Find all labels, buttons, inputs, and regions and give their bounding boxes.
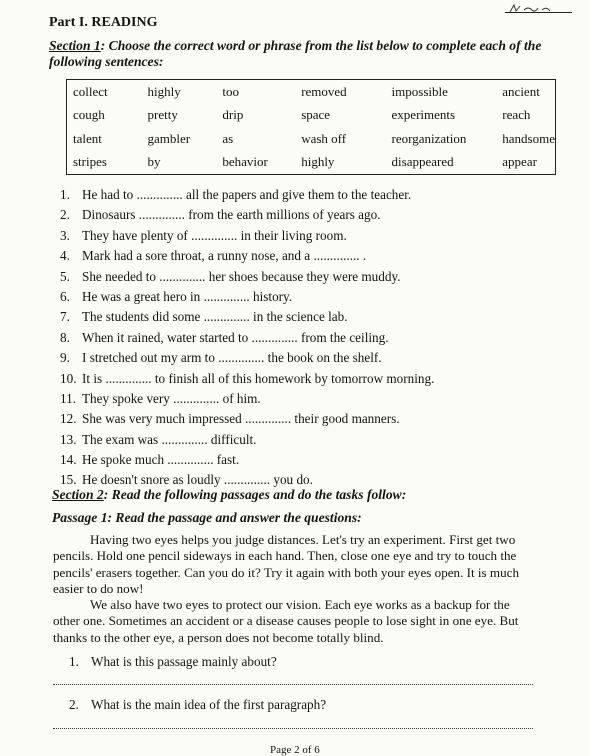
- question-number: 7.: [60, 309, 70, 325]
- question-list: [60, 185, 434, 491]
- word-cell: ancient: [502, 83, 540, 99]
- question-text: When it rained, water started to .............. from the ceiling.: [82, 329, 389, 345]
- word-cell: drip: [222, 107, 244, 123]
- passage-paragraph: Having two eyes helps you judge distances. Let's try an experiment. First get two pencils. Hold one pencil sideways in each hand. Then, close one eye and try to touch the pencils' erasers together. Can you do it? Try it again with both your eyes open. It is much easier to do now!: [53, 532, 520, 596]
- question-number: 12.: [60, 411, 77, 427]
- word-cell: pretty: [147, 107, 178, 123]
- question-number: 13.: [60, 431, 77, 447]
- word-cell: talent: [73, 130, 102, 146]
- question-number: 1.: [60, 187, 70, 202]
- word-cell: stripes: [73, 154, 107, 170]
- question-item: [60, 450, 434, 470]
- word-cell: reorganization: [391, 130, 467, 146]
- word-cell: as: [222, 130, 234, 146]
- question-item: [60, 246, 434, 266]
- word-row: [67, 80, 556, 104]
- question-number: 11.: [60, 390, 76, 406]
- question-text: He spoke much .............. fast.: [82, 452, 240, 468]
- word-cell: cough: [73, 107, 105, 123]
- question-text: They have plenty of .............. in their living room.: [82, 227, 347, 243]
- word-list-table: [66, 79, 556, 175]
- question-number: 3.: [60, 227, 70, 243]
- corner-line: [505, 12, 572, 13]
- question-text: He was a great hero in .............. history.: [82, 288, 293, 304]
- word-row: [67, 150, 556, 174]
- word-cell: wash off: [301, 130, 347, 146]
- question-text: He doesn't snore as loudly .............. you do.: [82, 472, 313, 488]
- word-cell: space: [301, 107, 331, 123]
- question-number: 5.: [60, 268, 70, 284]
- question-number: 4.: [60, 248, 70, 264]
- question-text: I stretched out my arm to .............. the book on the shelf.: [82, 350, 382, 366]
- question-number: 15.: [60, 472, 77, 488]
- word-cell: highly: [301, 154, 335, 170]
- question-number: 6.: [60, 288, 70, 304]
- question-item: [60, 389, 434, 409]
- question-item: [60, 409, 434, 429]
- question-text: He had to .............. all the papers and give them to the teacher.: [82, 187, 412, 202]
- question-text: She needed to .............. her shoes because they were muddy.: [82, 268, 401, 284]
- question-text: Mark had a sore throat, a runny nose, and a .............. .: [82, 248, 367, 264]
- section2-instruction: : Read the following passages and do the tasks follow:: [103, 487, 407, 502]
- word-cell: removed: [301, 83, 347, 99]
- question-item: [60, 307, 434, 327]
- word-cell: appear: [502, 154, 537, 170]
- word-cell: impossible: [391, 83, 448, 99]
- question-item: [60, 226, 434, 246]
- word-cell: collect: [73, 83, 108, 99]
- question-item: [60, 185, 434, 205]
- section2-heading: [52, 487, 406, 503]
- word-cell: disappeared: [391, 154, 454, 170]
- passage-paragraph: We also have two eyes to protect our vision. Each eye works as a backup for the other one. Sometimes an accident or a disease causes people to lose sight in one eye. But thanks to the other eye, a person does not become totally blind.: [53, 597, 519, 645]
- comprehension-question: 2. What is the main idea of the first paragraph?: [69, 697, 327, 712]
- question-item: [60, 205, 434, 225]
- word-cell: handsome: [502, 130, 555, 146]
- section1-label: Section 1: [49, 38, 101, 53]
- section1-heading: [49, 38, 559, 70]
- question-number: 14.: [60, 452, 77, 468]
- passage1-title: Passage 1: Read the passage and answer the questions:: [52, 510, 362, 525]
- comprehension-question: 1. What is this passage mainly about?: [69, 654, 277, 669]
- word-row: [67, 104, 556, 127]
- answer-line[interactable]: [53, 684, 533, 685]
- word-cell: experiments: [391, 107, 456, 123]
- word-cell: by: [147, 154, 161, 170]
- word-cell: too: [222, 83, 240, 99]
- question-text: Dinosaurs .............. from the earth millions of years ago.: [82, 207, 381, 223]
- passage1-text: [53, 532, 533, 646]
- word-cell: reach: [502, 107, 531, 123]
- word-row: [67, 127, 556, 150]
- answer-line[interactable]: [53, 728, 533, 729]
- question-item: [60, 348, 434, 368]
- section1-instruction: : Choose the correct word or phrase from the list below to complete each of the following sentences:: [49, 38, 542, 69]
- question-text: She was very much impressed .............. their good manners.: [82, 411, 400, 427]
- word-cell: highly: [147, 83, 181, 99]
- part-title: Part I. READING: [49, 15, 158, 30]
- word-cell: behavior: [222, 154, 268, 170]
- question-item: [60, 369, 434, 389]
- question-item: [60, 287, 434, 307]
- question-text: The exam was .............. difficult.: [82, 431, 257, 447]
- page-footer: Page 2 of 6: [270, 744, 320, 756]
- question-item: [60, 430, 434, 450]
- question-item: [60, 267, 434, 287]
- question-text: The students did some .............. in the science lab.: [82, 309, 348, 325]
- question-item: [60, 328, 434, 348]
- question-number: 10.: [60, 370, 77, 386]
- question-text: They spoke very .............. of him.: [82, 390, 261, 406]
- section2-label: Section 2: [52, 487, 104, 502]
- question-number: 2.: [60, 207, 70, 223]
- handwritten-mark: [506, 2, 572, 16]
- question-number: 8.: [60, 329, 70, 345]
- question-number: 9.: [60, 350, 70, 366]
- word-cell: gambler: [147, 130, 191, 146]
- question-text: It is .............. to finish all of this homework by tomorrow morning.: [82, 370, 435, 386]
